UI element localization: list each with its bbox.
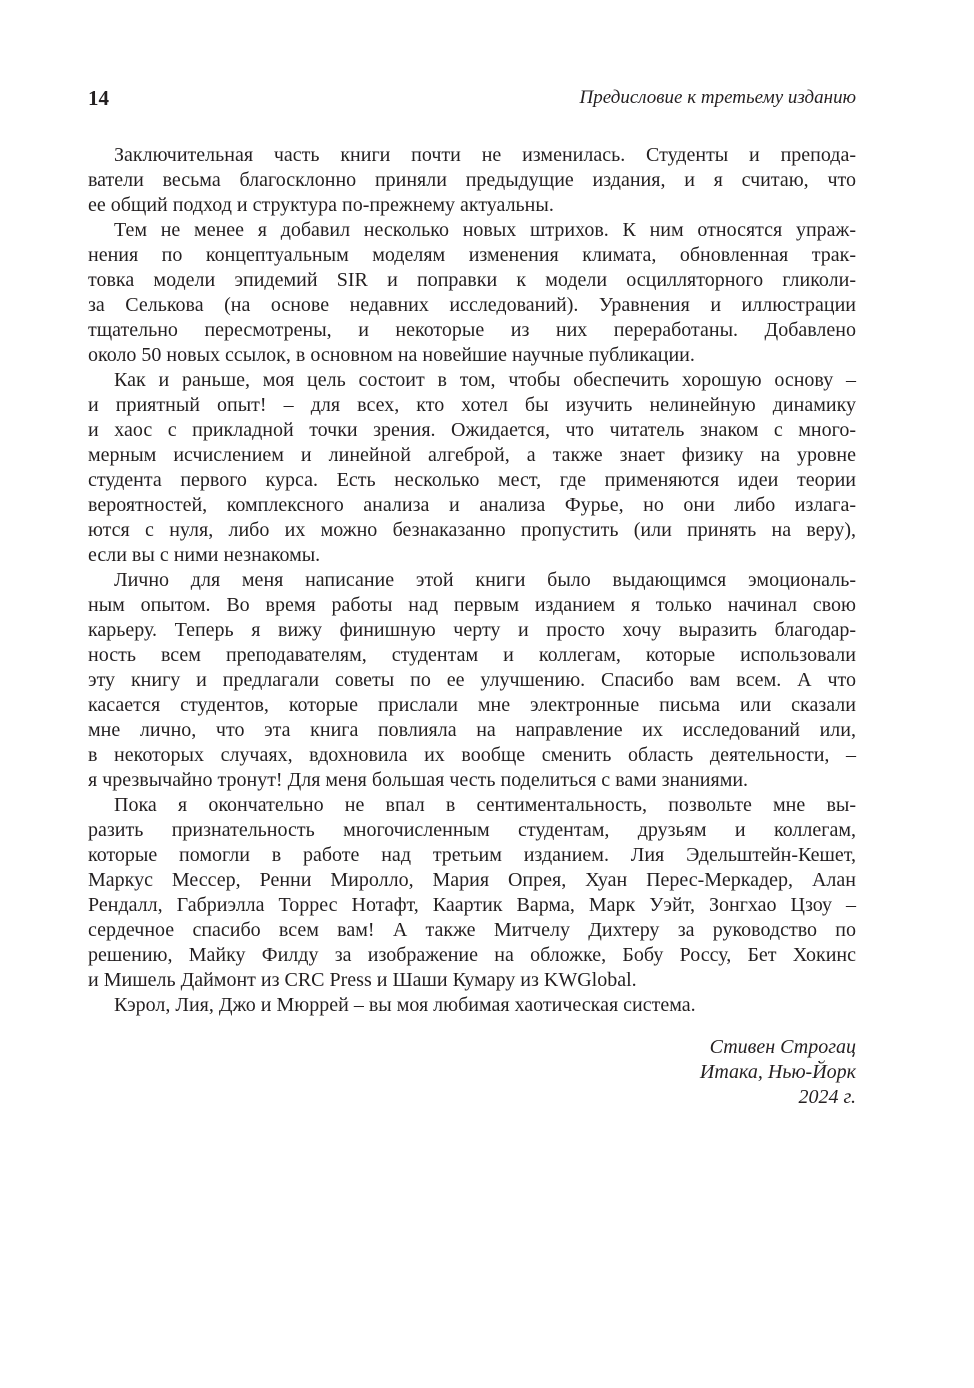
text-line: мерным исчислением и линейной алгеброй, а также знает физику на уровне <box>88 444 856 466</box>
text-line: около 50 новых ссылок, в основном на новейшие научные публикации. <box>88 344 695 366</box>
text-line: эту книгу и предлагали советы по ее улучшению. Спасибо вам всем. А что <box>88 669 856 691</box>
paragraph <box>88 218 856 368</box>
text-line: ются с нуля, либо их можно безнаказанно пропустить (или принять на веру), <box>88 519 856 541</box>
text-line: ность всем преподавателям, студентам и коллегам, которые использовали <box>88 644 856 666</box>
text-line: студента первого курса. Есть несколько мест, где применяются идеи теории <box>88 469 856 491</box>
signature-place: Итака, Нью-Йорк <box>699 1061 856 1083</box>
paragraph <box>88 993 856 1018</box>
text-line: решению, Майку Филду за изображение на обложке, Бобу Россу, Бет Хокинс <box>88 944 856 966</box>
text-line: сердечное спасибо всем вам! А также Митчелу Дихтеру за руководство по <box>88 919 856 941</box>
text-line: Лично для меня написание этой книги было выдающимся эмоциональ- <box>114 569 856 591</box>
text-line: Заключительная часть книги почти не изменилась. Студенты и препода- <box>114 144 856 166</box>
signature-author: Стивен Строгац <box>709 1036 856 1058</box>
text-line: Маркус Мессер, Ренни Миролло, Мария Опрея, Хуан Перес-Меркадер, Алан <box>88 869 856 891</box>
paragraph <box>88 793 856 993</box>
text-line: ватели весьма благосклонно приняли предыдущие издания, и я считаю, что <box>88 169 856 191</box>
text-line: касается студентов, которые прислали мне электронные письма или сказали <box>88 694 856 716</box>
paragraph <box>88 143 856 218</box>
text-line: и приятный опыт! – для всех, кто хотел бы изучить нелинейную динамику <box>88 394 856 416</box>
text-line: Пока я окончательно не впал в сентиментальность, позвольте мне вы- <box>114 794 856 816</box>
text-line: товка модели эпидемий SIR и поправки к модели осцилляторного гликоли- <box>88 269 856 291</box>
page-number: 14 <box>88 86 109 110</box>
text-line: тщательно пересмотрены, и некоторые из них переработаны. Добавлено <box>88 319 856 341</box>
text-line: Кэрол, Лия, Джо и Мюррей – вы моя любимая хаотическая система. <box>114 994 696 1016</box>
text-line: нения по концептуальным моделям изменения климата, обновленная трак- <box>88 244 856 266</box>
running-header <box>88 86 856 112</box>
text-line: в некоторых случаях, вдохновила их вообще сменить область деятельности, – <box>88 744 856 766</box>
text-line: за Селькова (на основе недавних исследований). Уравнения и иллюстрации <box>88 294 856 316</box>
signature-block <box>700 1035 856 1110</box>
text-line: вероятностей, комплексного анализа и анализа Фурье, но они либо излага- <box>88 494 856 516</box>
text-line: и хаос с прикладной точки зрения. Ожидается, что читатель знаком с много- <box>88 419 856 441</box>
text-line: и Мишель Даймонт из CRC Press и Шаши Кумару из KWGlobal. <box>88 969 637 991</box>
text-line: я чрезвычайно тронут! Для меня большая честь поделиться с вами знаниями. <box>88 769 749 791</box>
text-line: если вы с ними незнакомы. <box>88 544 321 566</box>
text-line: мне лично, что эта книга повлияла на направление их исследований или, <box>88 719 856 741</box>
text-line: которые помогли в работе над третьим изданием. Лия Эдельштейн-Кешет, <box>88 844 856 866</box>
signature-year: 2024 г. <box>798 1086 856 1108</box>
text-line: Как и раньше, моя цель состоит в том, чтобы обеспечить хорошую основу – <box>114 369 856 391</box>
running-title: Предисловие к третьему изданию <box>579 87 856 108</box>
text-line: разить признательность многочисленным студентам, друзьям и коллегам, <box>88 819 856 841</box>
paragraph <box>88 568 856 793</box>
text-line: ее общий подход и структура по-прежнему актуальны. <box>88 194 554 216</box>
paragraph <box>88 368 856 568</box>
text-line: ным опытом. Во время работы над первым изданием я только начинал свою <box>88 594 856 616</box>
text-line: карьеру. Теперь я вижу финишную черту и просто хочу выразить благодар- <box>88 619 856 641</box>
text-line: Тем не менее я добавил несколько новых штрихов. К ним относятся упраж- <box>114 219 856 241</box>
body-text <box>88 143 856 1018</box>
text-line: Рендалл, Габриэлла Торрес Нотафт, Каартик Варма, Марк Уэйт, Зонгхао Цзоу – <box>88 894 856 916</box>
